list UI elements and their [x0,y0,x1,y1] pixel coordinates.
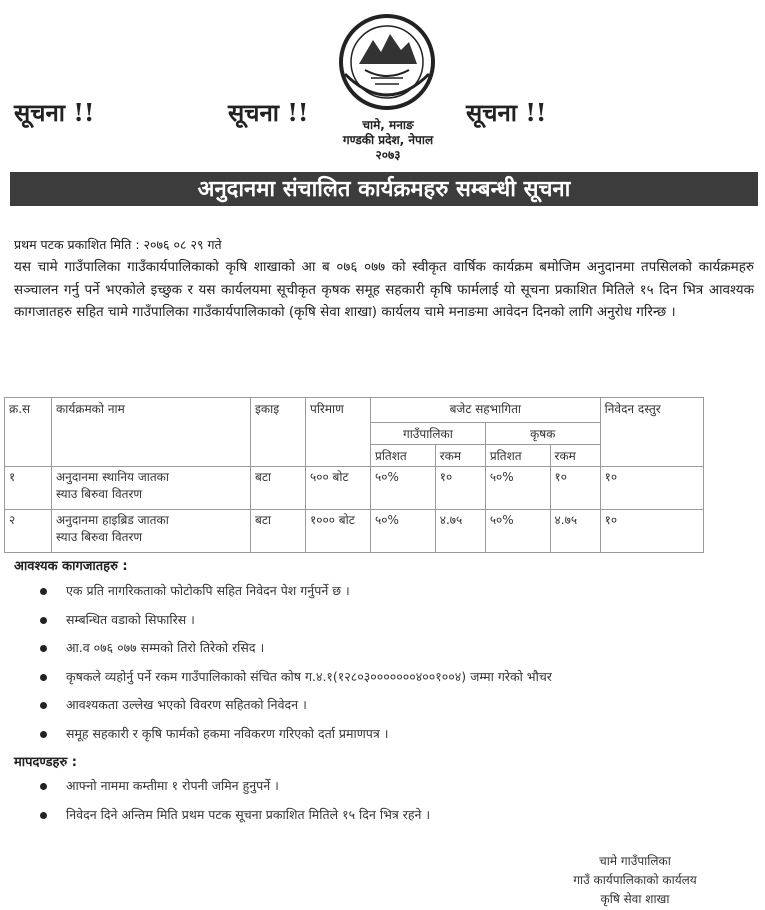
notice-heading-right: सूचना !! [466,98,547,127]
documents-title: आवश्यक कागजातहरु : [14,559,128,574]
signature-line-branch: कृषि सेवा शाखा [600,892,670,906]
seal-text-province: गण्डकी प्रदेश, नेपाल [342,133,434,147]
table-header-row [5,398,704,423]
row-program-line1: अनुदानमा स्थानिय जातका [56,470,169,484]
list-item: आफ्नो नाममा कम्तीमा १ रोपनी जमिन हुनुपर्ने । [40,776,430,805]
header-unit: इकाइ [251,398,306,467]
seal-text-address: चामे, मनाङ [362,118,414,132]
notice-title-banner: अनुदानमा संचालित कार्यक्रमहरु सम्बन्धी सूचना [10,172,758,206]
table-row [5,467,704,510]
criteria-list [40,776,430,833]
seal-text-year: २०७३ [375,148,401,162]
row-kr-percent: ५०% [485,467,550,510]
header-budget: बजेट सहभागिता [371,398,601,423]
row-sn: १ [5,467,52,510]
criteria-title: मापदण्डहरु : [14,755,77,770]
header-sn: क्र.स [5,398,52,467]
list-item: समूह सहकारी र कृषि फार्मको हकमा नविकरण गरिएको दर्ता प्रमाणपत्र । [40,724,552,753]
list-item: एक प्रति नागरिकताको फोटोकपि सहित निवेदन पेश गर्नुपर्ने छ । [40,581,552,610]
row-gp-percent: ५०% [371,467,436,510]
documents-list [40,581,552,752]
row-kr-amount: ४.७५ [550,510,600,553]
row-quantity: १००० बोट [306,510,371,553]
header-program: कार्यक्रमको नाम [52,398,251,467]
row-gp-percent: ५०% [371,510,436,553]
municipality-seal-logo [335,12,439,120]
row-sn: २ [5,510,52,553]
row-program-line2: स्याउ बिरुवा वितरण [56,487,143,501]
row-kr-amount: १० [550,467,600,510]
program-table [4,397,704,553]
row-program-line1: अनुदानमा हाइब्रिड जातका [56,513,169,527]
row-unit: बटा [251,510,306,553]
header-fee: निवेदन दस्तुर [600,398,703,467]
row-program-line2: स्याउ बिरुवा वितरण [56,530,143,544]
publication-date: प्रथम पटक प्रकाशित मिति : २०७६ ०८ २९ गते [14,237,222,252]
list-item: कृषकले व्यहोर्नु पर्ने रकम गाउँपालिकाको संचित कोष ग.४.१(१२८०३०००००००४००१००४) जम्मा गरेको भौचर [40,667,552,696]
seal-caption [318,118,458,163]
row-gp-amount: ४.७५ [435,510,485,553]
table-row [5,510,704,553]
list-item: सम्बन्धित वडाको सिफारिस । [40,610,552,639]
row-quantity: ५०० बोट [306,467,371,510]
row-fee: १० [600,510,703,553]
signature-line-executive: गाउँ कार्यपालिकाको कार्यलय [573,873,697,887]
list-item: आ.व ०७६ ०७७ सम्मको तिरो तिरेको रसिद । [40,638,552,667]
list-item: आवश्यकता उल्लेख भएको विवरण सहितको निवेदन । [40,695,552,724]
row-gp-amount: १० [435,467,485,510]
header-krishak: कृषक [485,423,600,445]
row-program [52,510,251,553]
row-unit: बटा [251,467,306,510]
header-gp-amount: रकम [435,445,485,467]
intro-paragraph: यस चामे गाउँपालिका गाउँकार्यपालिकाको कृषि शाखाको आ ब ०७६ ०७७ को स्वीकृत वार्षिक कार्यक्रम बमोजिम अनुदानमा तपसिलको कार्यक्रमहरु सञ्चालन गर्नु पर्ने भएकोले इच्छुक र यस कार्यलयमा सूचीकृत कृषक समूह सहकारी कृषि फार्मलाई यो सूचना प्रकाशित मितिले १५ दिन भित्र आवश्यक कागजातहरु सहित चामे गाउँपालिका गाउँकार्यपालिकाको (कृषि सेवा शाखा) कार्यलय चामे मनाङमा आवेदन दिनको लागि अनुरोध गरिन्छ । [14,259,754,320]
header-gaupalika: गाउँपालिका [371,423,486,445]
notice-heading-left: सूचना !! [14,98,95,127]
header-quantity: परिमाण [306,398,371,467]
header-gp-percent: प्रतिशत [371,445,436,467]
notice-heading-middle: सूचना !! [228,98,309,127]
row-kr-percent: ५०% [485,510,550,553]
list-item: निवेदन दिने अन्तिम मिति प्रथम पटक सूचना प्रकाशित मितिले १५ दिन भित्र रहने । [40,805,430,834]
header-kr-percent: प्रतिशत [485,445,550,467]
row-program [52,467,251,510]
signature-block [540,852,730,909]
row-fee: १० [600,467,703,510]
header-kr-amount: रकम [550,445,600,467]
signature-line-office: चामे गाउँपालिका [599,854,671,868]
